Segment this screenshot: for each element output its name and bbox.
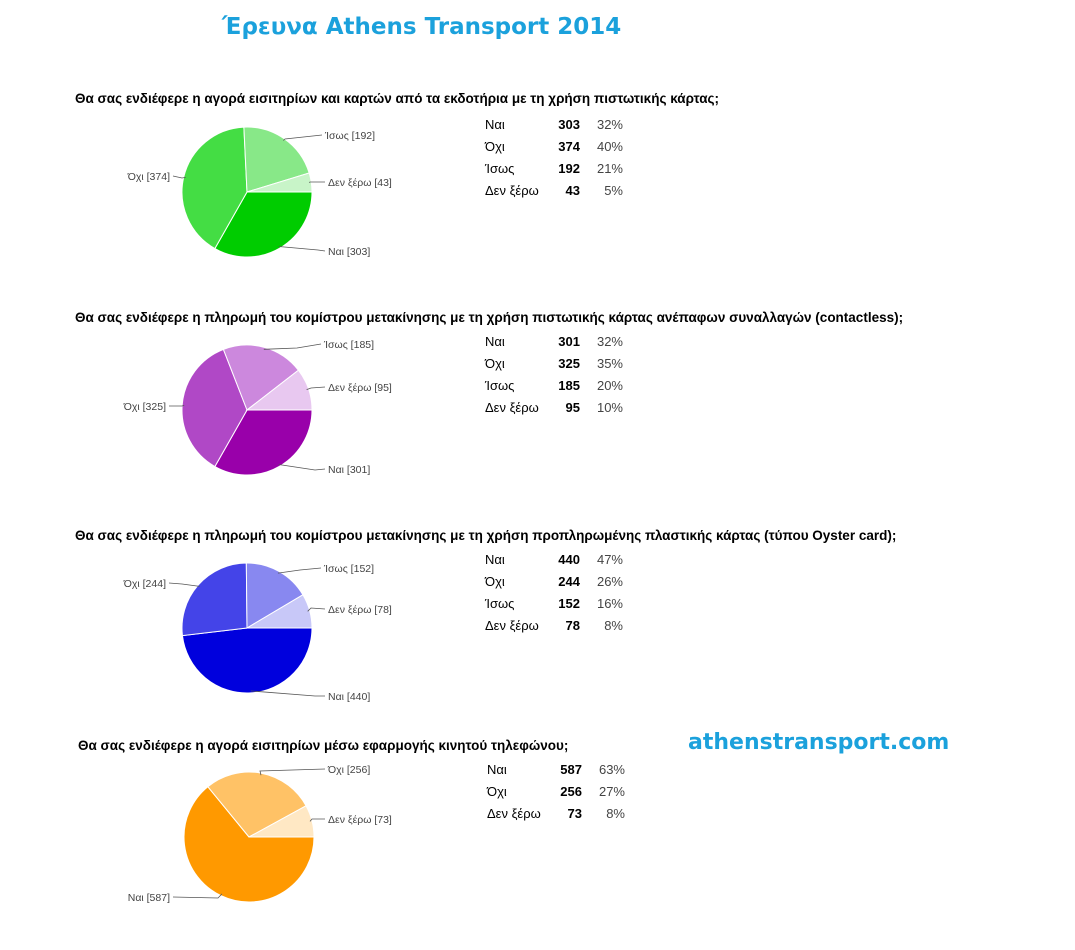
pie-chart-4 (100, 755, 440, 915)
answer-percent: 10% (596, 400, 623, 415)
slice-leader-line (260, 769, 325, 775)
answer-label: Ίσως (485, 378, 515, 393)
slice-label: Ναι [301] (328, 464, 371, 476)
answer-label: Δεν ξέρω (485, 400, 539, 415)
answer-label: Όχι (485, 139, 505, 154)
answer-count: 192 (558, 161, 580, 176)
slice-label: Ίσως [152] (324, 563, 375, 575)
slice-label: Ναι [440] (328, 691, 371, 703)
slice-label: Δεν ξέρω [95] (328, 382, 392, 394)
answer-percent: 20% (596, 378, 623, 393)
answer-percent: 47% (596, 552, 623, 567)
slice-leader-line (283, 135, 322, 141)
question-4: Θα σας ενδιέφερε η αγορά εισιτηρίων μέσω εφαρμογής κινητού τηλεφώνου; (78, 738, 569, 753)
answer-percent: 26% (596, 574, 623, 589)
answer-percent: 35% (596, 356, 623, 371)
slice-label: Δεν ξέρω [78] (328, 604, 392, 616)
answer-percent: 8% (604, 618, 623, 633)
slice-label: Όχι [325] (123, 401, 166, 413)
slice-label: Ναι [303] (328, 246, 371, 258)
site-url: athenstransport.com (688, 730, 950, 755)
pie-chart-3 (100, 548, 440, 708)
question-1: Θα σας ενδιέφερε η αγορά εισιτηρίων και καρτών από τα εκδοτήρια με τη χρήση πιστωτικής κάρτας; (75, 91, 720, 106)
slice-leader-line (279, 465, 325, 471)
answer-count: 440 (558, 552, 580, 567)
answer-percent: 5% (604, 183, 623, 198)
slice-leader-line (279, 247, 325, 252)
answer-label: Όχι (485, 356, 505, 371)
question-2: Θα σας ενδιέφερε η πληρωμή του κομίστρου μετακίνησης με τη χρήση πιστωτικής κάρτας ανέπαφων συναλλαγών (contactless); (75, 310, 904, 325)
answer-label: Όχι (487, 784, 507, 799)
answer-count: 587 (560, 762, 582, 777)
slice-label: Ναι [587] (127, 892, 170, 904)
slice-leader-line (307, 387, 325, 390)
slice-leader-line (173, 894, 222, 898)
answer-percent: 8% (606, 806, 625, 821)
answer-count: 43 (565, 183, 580, 198)
pie-chart-1 (100, 110, 440, 280)
slice-label: Ίσως [185] (324, 339, 375, 351)
answer-percent: 32% (596, 117, 623, 132)
answer-label: Δεν ξέρω (485, 183, 539, 198)
answer-percent: 21% (596, 161, 623, 176)
answer-count: 303 (558, 117, 580, 132)
pie-slice-1 (182, 628, 312, 693)
answer-label: Ναι (485, 117, 505, 132)
answer-label: Ίσως (485, 596, 515, 611)
answer-percent: 32% (596, 334, 623, 349)
slice-label: Δεν ξέρω [73] (328, 814, 392, 826)
slice-label: Δεν ξέρω [43] (328, 177, 392, 189)
answer-percent: 63% (598, 762, 625, 777)
answer-count: 244 (558, 574, 580, 589)
answer-count: 185 (558, 378, 580, 393)
answer-count: 152 (558, 596, 580, 611)
question-3: Θα σας ενδιέφερε η πληρωμή του κομίστρου μετακίνησης με τη χρήση προπληρωμένης πλαστικής κάρτας (τύπου Oyster card); (75, 528, 897, 543)
answer-label: Δεν ξέρω (485, 618, 539, 633)
slice-label: Όχι [374] (127, 171, 170, 183)
slice-leader-line (264, 344, 321, 349)
answer-label: Ναι (487, 762, 507, 777)
answer-label: Ίσως (485, 161, 515, 176)
answer-count: 256 (560, 784, 582, 799)
slice-leader-line (278, 568, 321, 573)
answer-count: 325 (558, 356, 580, 371)
answer-count: 301 (558, 334, 580, 349)
answer-percent: 40% (596, 139, 623, 154)
slice-leader-line (251, 691, 325, 696)
slice-label: Όχι [244] (123, 578, 166, 590)
slice-label: Όχι [256] (328, 764, 371, 776)
answer-count: 73 (567, 806, 582, 821)
pie-slice-2 (182, 563, 247, 636)
answer-label: Ναι (485, 334, 505, 349)
answer-label: Δεν ξέρω (487, 806, 541, 821)
page-title: Έρευνα Athens Transport 2014 (222, 14, 622, 40)
slice-leader-line (308, 608, 325, 611)
answer-label: Όχι (485, 574, 505, 589)
slice-leader-line (169, 583, 200, 586)
answer-count: 78 (565, 618, 580, 633)
answer-percent: 16% (596, 596, 623, 611)
slice-label: Ίσως [192] (325, 130, 376, 142)
answer-count: 95 (565, 400, 580, 415)
answer-count: 374 (558, 139, 580, 154)
answer-label: Ναι (485, 552, 505, 567)
pie-chart-2 (100, 330, 440, 490)
answer-percent: 27% (598, 784, 625, 799)
